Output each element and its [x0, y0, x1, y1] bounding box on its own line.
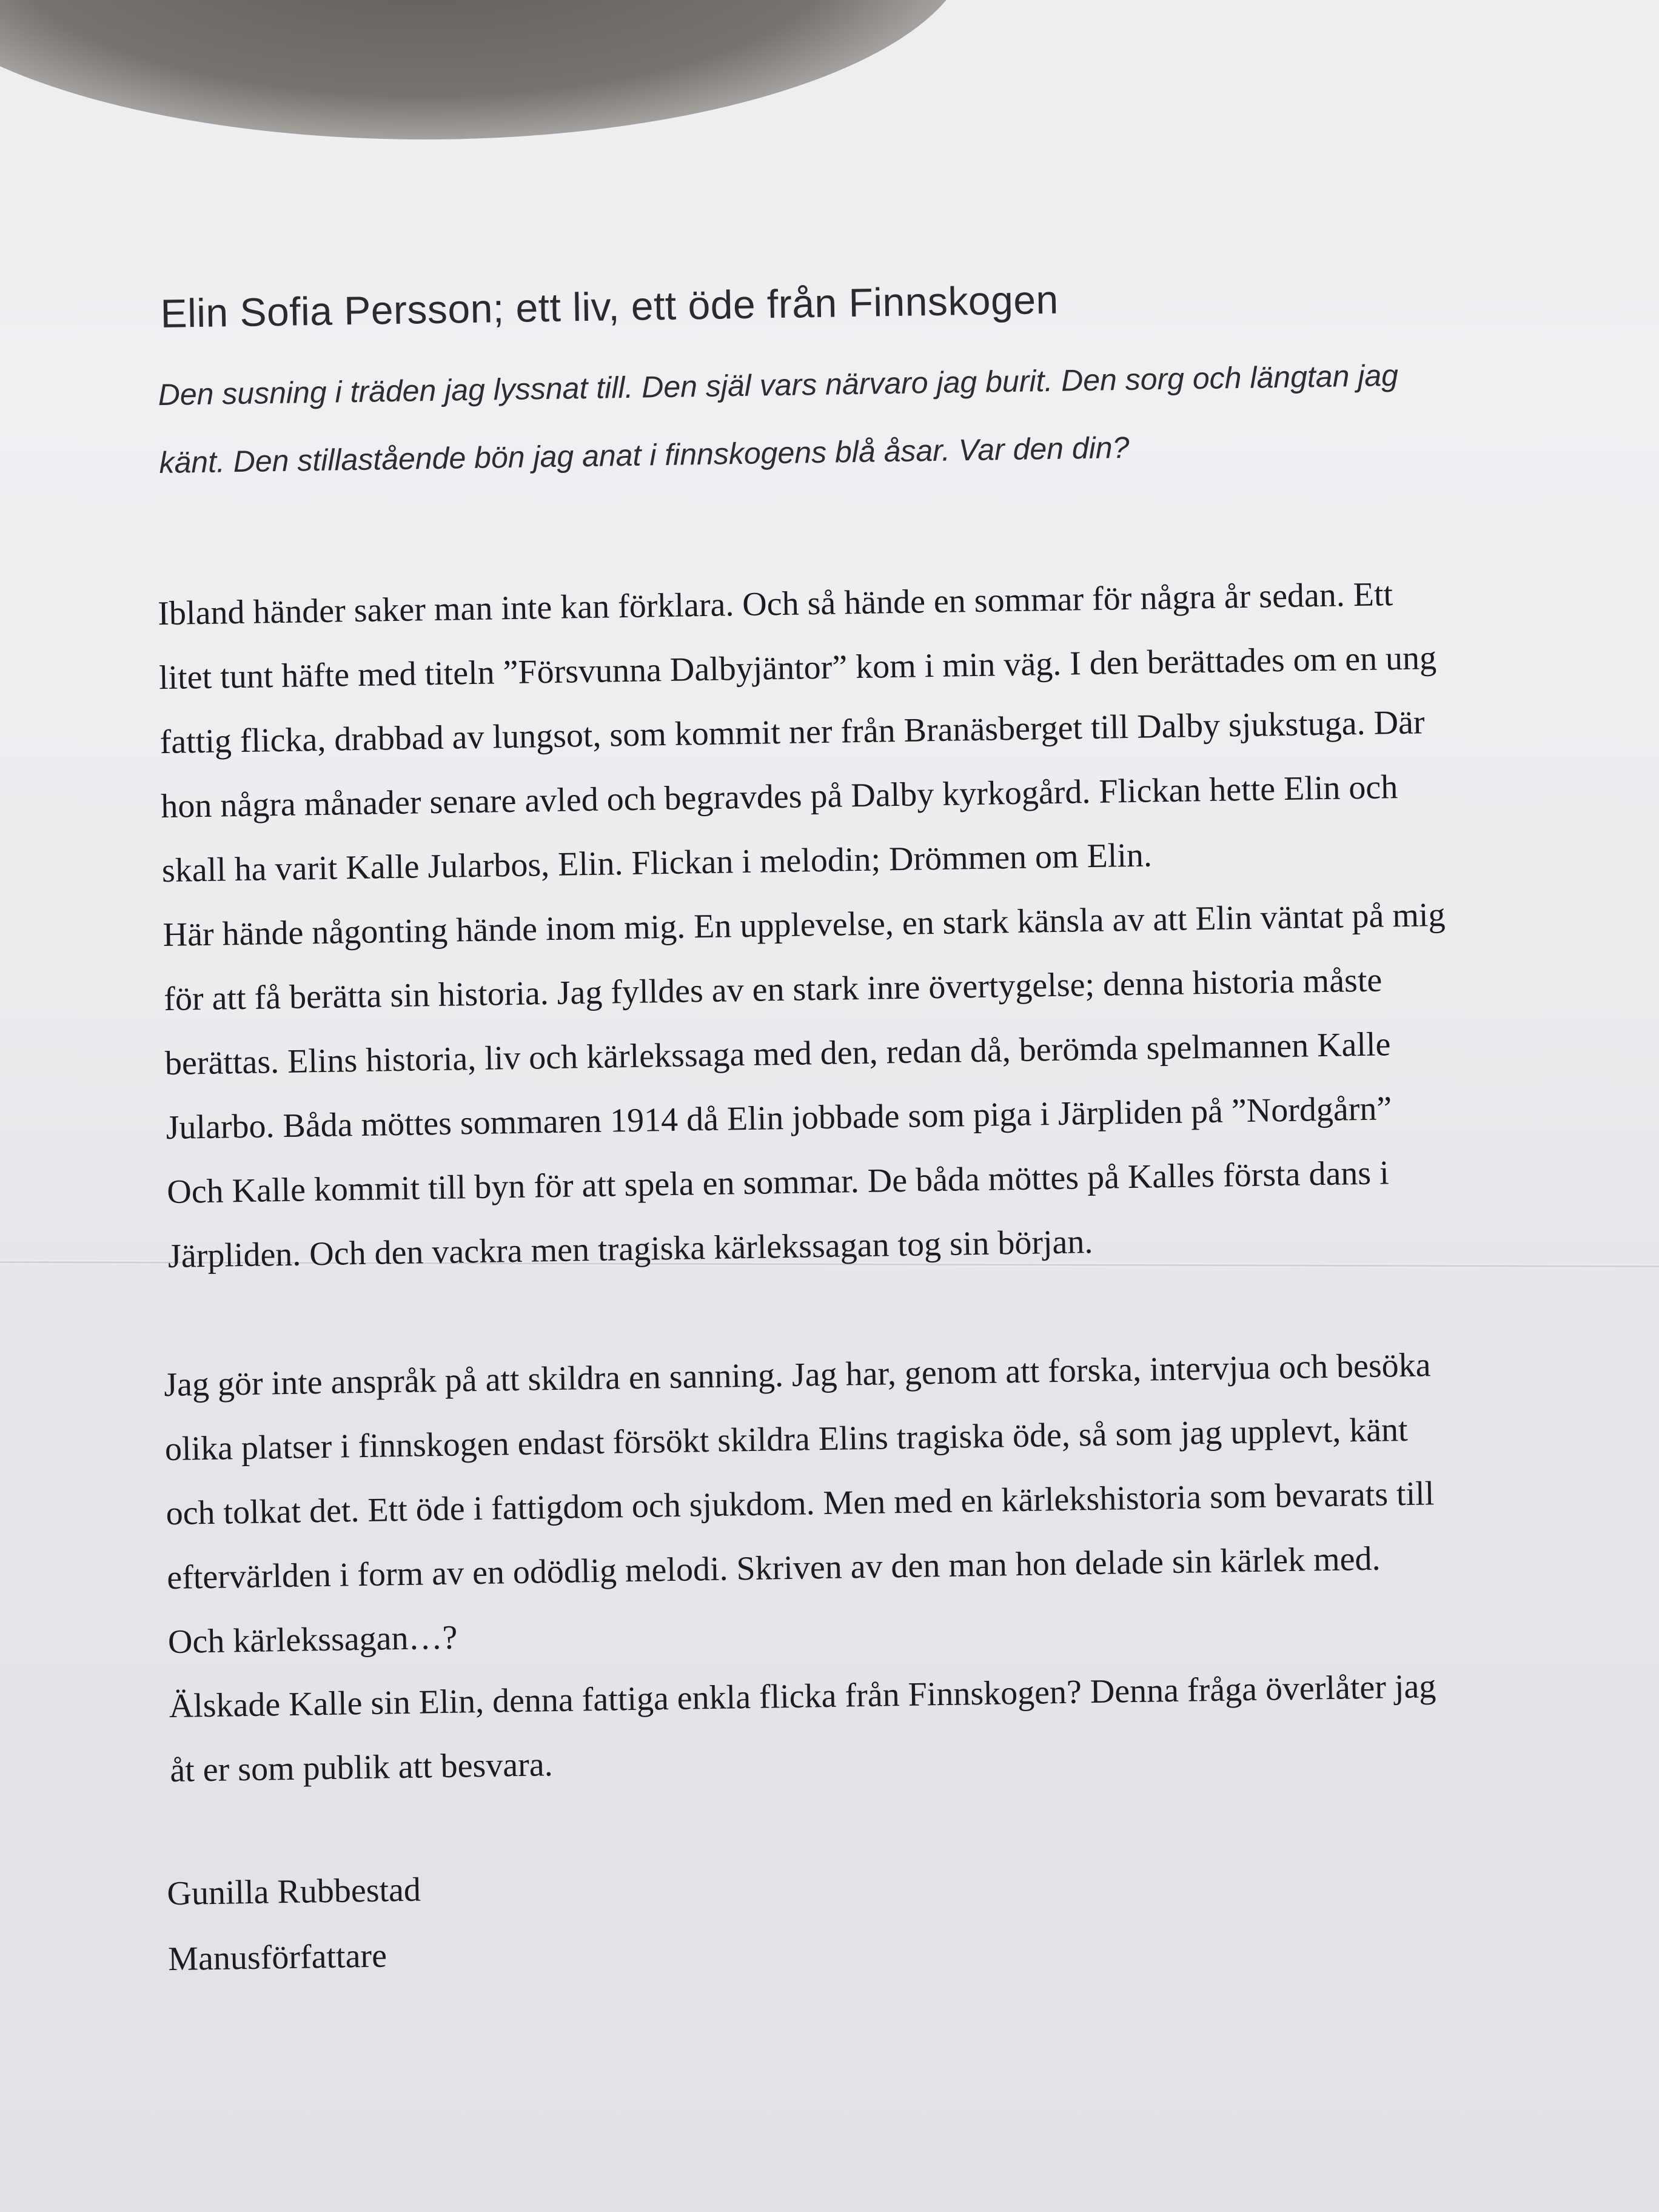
paragraph-line: skall ha varit Kalle Jularbos, Elin. Flickan i melodin; Drömmen om Elin. — [161, 836, 1153, 890]
paragraph-line: eftervärlden i form av en odödlig melodi. Skriven av den man hon delade sin kärlek med. — [166, 1540, 1381, 1597]
paragraph-line: Jularbo. Båda möttes sommaren 1914 då Elin jobbade som piga i Järpliden på ”Nordgårn” — [166, 1090, 1392, 1147]
author-name: Gunilla Rubbestad — [167, 1871, 421, 1913]
paragraph-line: Här hände någonting hände inom mig. En upplevelse, en stark känsla av att Elin väntat på mig — [163, 896, 1446, 954]
document-title: Elin Sofia Persson; ett liv, ett öde från Finnskogen — [160, 276, 1059, 336]
document-sheet — [121, 268, 1603, 1992]
paragraph-intro — [158, 559, 1612, 1289]
paragraph-line: Och kärlekssagan…? — [167, 1618, 458, 1661]
subtitle-line: känt. Den stillastående bön jag anat i finnskogens blå åsar. Var den din? — [159, 430, 1130, 480]
paragraph-line: fattig flicka, drabbad av lungsot, som kommit ner från Branäsberget till Dalby sjukstuga. Där — [159, 703, 1425, 762]
paragraph-line: Jag gör inte anspråk på att skildra en sanning. Jag har, genom att forska, intervjua och besöka — [163, 1346, 1431, 1404]
paragraph-line: litet tunt häfte med titeln ”Försvunna Dalbyjäntor” kom i min väg. I den berättades om en ung — [158, 639, 1437, 697]
paragraph-line: olika platser i finnskogen endast försökt skildra Elins tragiska öde, så som jag upplevt, känt — [164, 1410, 1409, 1469]
paragraph-reflection — [164, 1330, 1614, 1803]
paragraph-line: åt er som publik att besvara. — [169, 1746, 554, 1790]
author-role: Manusförfattare — [167, 1937, 387, 1979]
paragraph-line: Ibland händer saker man inte kan förklara. Och så hände en sommar för några år sedan. Ett — [157, 575, 1393, 633]
paragraph-line: Älskade Kalle sin Elin, denna fattiga enkla flicka från Finnskogen? Denna fråga överlåter jag — [169, 1667, 1436, 1726]
paragraph-line: hon några månader senare avled och begravdes på Dalby kyrkogård. Flickan hette Elin och — [160, 768, 1398, 826]
photo-shadow — [0, 0, 970, 139]
document-subtitle — [158, 339, 1554, 497]
paragraph-line: Järpliden. Och den vackra men tragiska kärlekssagan tog sin början. — [167, 1223, 1093, 1275]
signature-block — [167, 1838, 1603, 1992]
paragraph-line: för att få berätta sin historia. Jag fylldes av en stark inre övertygelse; denna historia måste — [163, 961, 1382, 1019]
paragraph-line: Och Kalle kommit till byn för att spela en sommar. De båda möttes på Kalles första dans i — [166, 1154, 1390, 1211]
paragraph-line: och tolkat det. Ett öde i fattigdom och sjukdom. Men med en kärlekshistoria som bevarats till — [166, 1475, 1435, 1533]
subtitle-line: Den susning i träden jag lyssnat till. Den själ vars närvaro jag burit. Den sorg och längtan jag — [158, 358, 1399, 412]
paragraph-line: berättas. Elins historia, liv och kärlekssaga med den, redan då, berömda spelmannen Kalle — [164, 1025, 1391, 1083]
